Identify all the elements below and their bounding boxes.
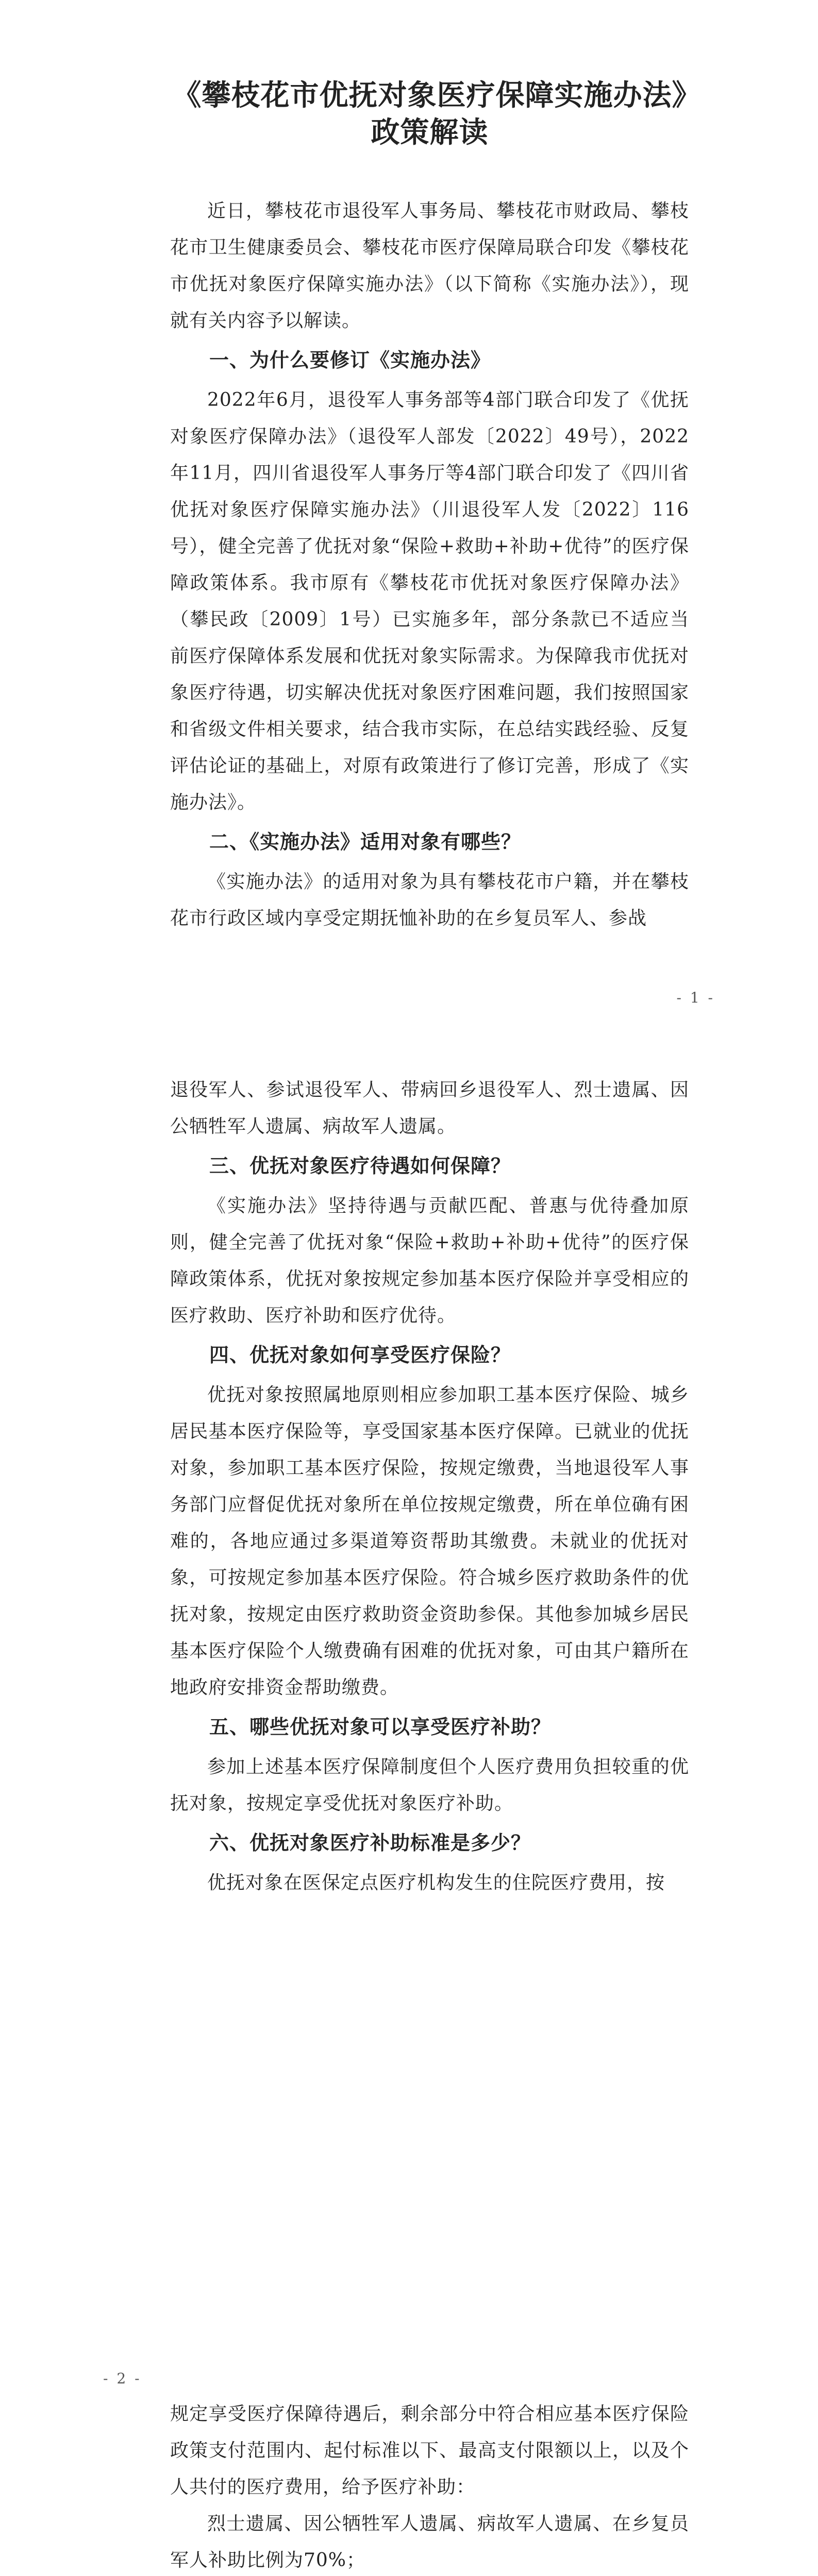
document-page-3 (0, 2349, 818, 2576)
page-number-1: - 1 - (676, 989, 715, 1006)
section-6-continued-paragraph: 规定享受医疗保障待遇后，剩余部分中符合相应基本医疗保险政策支付范围内、起付标准以下、最高支付限额以上，以及个人共付的医疗费用，给予医疗补助： (170, 2403, 689, 2498)
section-6-paragraph: 优抚对象在医保定点医疗机构发生的住院医疗费用，按 (207, 1872, 665, 1893)
page-number-2: - 2 - (103, 2370, 142, 2387)
section-2-paragraph: 《实施办法》的适用对象为具有攀枝花市户籍，并在攀枝花市行政区域内享受定期抚恤补助的在乡复员军人、参战 (170, 871, 689, 929)
subsidy-rate-70: 烈士遗属、因公牺牲军人遗属、病故军人遗属、在乡复员军人补助比例为70%； (170, 2513, 689, 2571)
section-5-paragraph: 参加上述基本医疗保障制度但个人医疗费用负担较重的优抚对象，按规定享受优抚对象医疗补助。 (170, 1756, 689, 1814)
section-heading-1: 一、为什么要修订《实施办法》 (209, 349, 491, 371)
document-page-1 (0, 0, 818, 1036)
section-heading-6: 六、优抚对象医疗补助标准是多少？ (209, 1832, 531, 1854)
section-2-continued-paragraph: 退役军人、参试退役军人、带病回乡退役军人、烈士遗属、因公牺牲军人遗属、病故军人遗属。 (170, 1079, 689, 1137)
document-page-2 (0, 1036, 818, 2349)
section-heading-5: 五、哪些优抚对象可以享受医疗补助？ (209, 1716, 552, 1738)
section-heading-3: 三、优抚对象医疗待遇如何保障？ (209, 1155, 511, 1177)
intro-paragraph: 近日，攀枝花市退役军人事务局、攀枝花市财政局、攀枝花市卫生健康委员会、攀枝花市医疗保障局联合印发《攀枝花市优抚对象医疗保障实施办法》（以下简称《实施办法》），现就有关内容予以解读。 (170, 200, 689, 331)
section-4-paragraph: 优抚对象按照属地原则相应参加职工基本医疗保险、城乡居民基本医疗保险等，享受国家基本医疗保障。已就业的优抚对象，参加职工基本医疗保险，按规定缴费，当地退役军人事务部门应督促优抚对象所在单位按规定缴费，所在单位确有困难的，各地应通过多渠道筹资帮助其缴费。未就业的优抚对象，可按规定参加基本医疗保险。符合城乡医疗救助条件的优抚对象，按规定由医疗救助资金资助参保。其他参加城乡居民基本医疗保险个人缴费确有困难的优抚对象，可由其户籍所在地政府安排资金帮助缴费。 (170, 1384, 689, 1698)
document-title: 《攀枝花市优抚对象医疗保障实施办法》政策解读 (172, 79, 687, 149)
section-heading-4: 四、优抚对象如何享受医疗保险？ (209, 1344, 511, 1366)
section-heading-2: 二、《实施办法》适用对象有哪些？ (209, 831, 522, 853)
section-3-paragraph: 《实施办法》坚持待遇与贡献匹配、普惠与优待叠加原则，健全完善了优抚对象“保险+救助+补助+优待”的医疗保障政策体系，优抚对象按规定参加基本医疗保险并享受相应的医疗救助、医疗补助和医疗优待。 (170, 1195, 689, 1326)
section-1-paragraph: 2022年6月，退役军人事务部等4部门联合印发了《优抚对象医疗保障办法》（退役军人部发〔2022〕49号），2022年11月，四川省退役军人事务厅等4部门联合印发了《四川省优抚对象医疗保障实施办法》（川退役军人发〔2022〕116号），健全完善了优抚对象“保险+救助+补助+优待”的医疗保障政策体系。我市原有《攀枝花市优抚对象医疗保障办法》（攀民政〔2009〕1号）已实施多年，部分条款已不适应当前医疗保障体系发展和优抚对象实际需求。为保障我市优抚对象医疗待遇，切实解决优抚对象医疗困难问题，我们按照国家和省级文件相关要求，结合我市实际，在总结实践经验、反复评估论证的基础上，对原有政策进行了修订完善，形成了《实施办法》。 (170, 389, 689, 813)
